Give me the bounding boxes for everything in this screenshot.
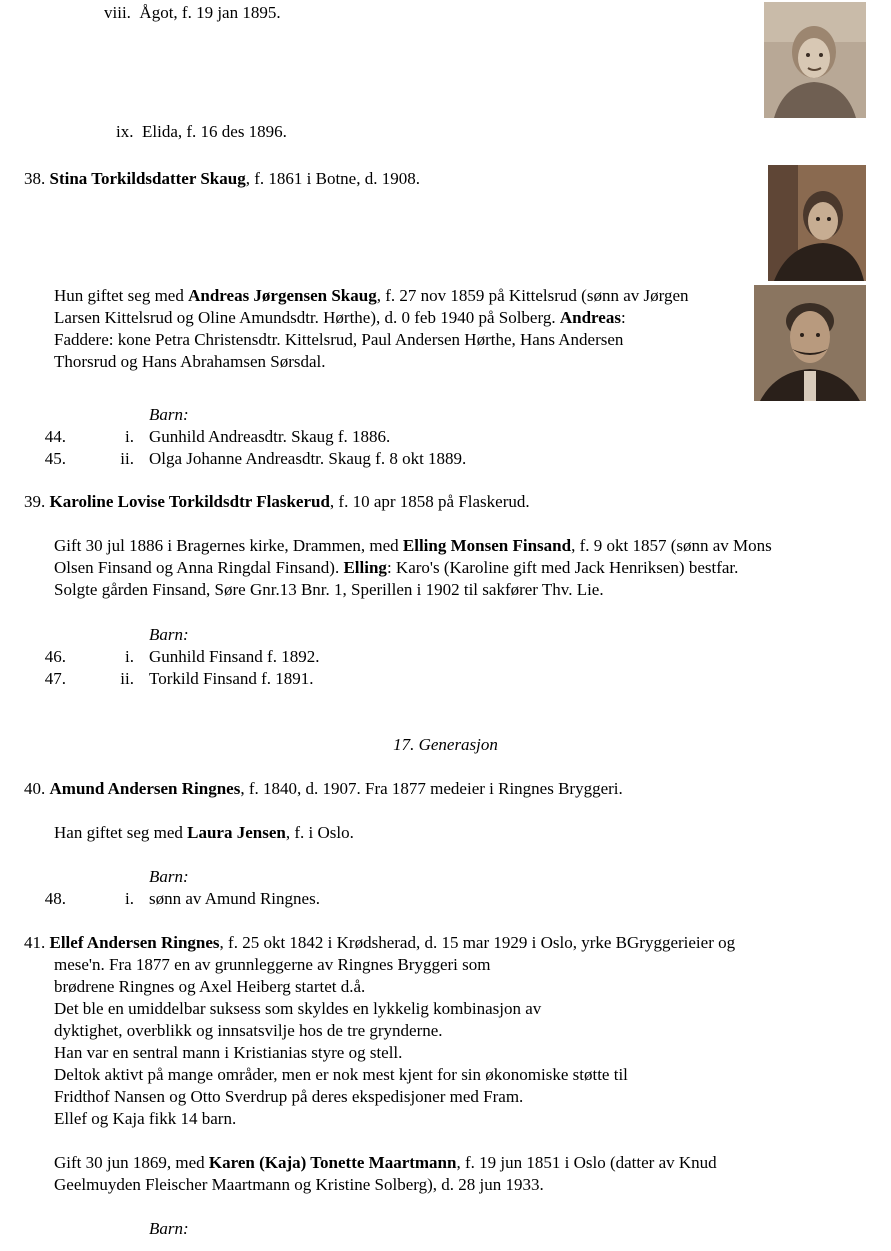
- person-name: Stina Torkildsdatter Skaug: [49, 169, 246, 188]
- spouse-name: Laura Jensen: [187, 823, 286, 842]
- entry-41-heading: [24, 932, 735, 954]
- entry-38-spouse-line-2: [54, 307, 626, 329]
- child-text: Olga Johanne Andreasdtr. Skaug f. 8 okt 1889.: [149, 449, 467, 468]
- text: , f. i Oslo.: [285, 823, 354, 842]
- entry-41-marriage-2: Geelmuyden Fleischer Maartmann og Kristine Solberg), d. 28 jun 1933.: [54, 1175, 544, 1194]
- child-text: sønn av Amund Ringnes.: [149, 889, 320, 908]
- roman-numeral: ix.: [116, 122, 134, 141]
- roman-numeral: viii.: [104, 3, 131, 22]
- child-text: Elida, f. 16 des 1896.: [141, 122, 287, 141]
- generation-text: 17. Generasjon: [393, 735, 498, 754]
- entry-41-line: Fridthof Nansen og Otto Sverdrup på deres ekspedisjoner med Fram.: [54, 1087, 524, 1106]
- text: , f. 19 jun 1851 i Oslo (datter av Knud: [456, 1153, 717, 1172]
- child-text: Gunhild Finsand f. 1892.: [149, 647, 320, 666]
- entry-number: 40.: [24, 779, 46, 798]
- barn-label: [149, 624, 189, 646]
- roman-numeral: i.: [125, 427, 134, 446]
- barn-text: Barn:: [149, 867, 189, 886]
- barn-label: [149, 404, 189, 426]
- text: Larsen Kittelsrud og Oline Amundsdtr. Hørthe), d. 0 feb 1940 på Solberg.: [54, 308, 560, 327]
- child-number: 45.: [44, 449, 66, 468]
- child-number: 47.: [44, 669, 66, 688]
- entry-38-heading: [24, 168, 420, 190]
- person-details: , f. 1840, d. 1907. Fra 1877 medeier i Ringnes Bryggeri.: [240, 779, 623, 798]
- entry-39-line-2: [54, 557, 738, 579]
- text: Gift 30 jun 1869, med: [54, 1153, 209, 1172]
- spouse-name: Andreas Jørgensen Skaug: [188, 286, 377, 305]
- entry-40-spouse: [54, 822, 354, 844]
- child-text: Torkild Finsand f. 1891.: [149, 669, 314, 688]
- barn-text: Barn:: [149, 405, 189, 424]
- text: : Karo's (Karoline gift med Jack Henriksen) bestfar.: [386, 558, 739, 577]
- text: :: [620, 308, 626, 327]
- person-name: Karoline Lovise Torkildsdtr Flaskerud: [49, 492, 330, 511]
- portrait-photo-agot: [764, 2, 866, 118]
- entry-41-line: Deltok aktivt på mange områder, men er nok mest kjent for sin økonomiske støtte til: [54, 1065, 628, 1084]
- roman-numeral: ii.: [120, 669, 134, 688]
- portrait-photo-andreas: [754, 285, 866, 401]
- entry-38-spouse-line-3: Faddere: kone Petra Christensdtr. Kittelsrud, Paul Andersen Hørthe, Hans Andersen: [54, 330, 624, 349]
- portrait-photo-stina: [768, 165, 866, 281]
- entry-number: 39.: [24, 492, 46, 511]
- spouse-name: Elling Monsen Finsand: [402, 536, 572, 555]
- entry-40-heading: [24, 778, 623, 800]
- child-number: 44.: [44, 427, 66, 446]
- text: Olsen Finsand og Anna Ringdal Finsand).: [54, 558, 344, 577]
- text: , f. 9 okt 1857 (sønn av Mons: [571, 536, 772, 555]
- barn-text: Barn:: [149, 1219, 189, 1238]
- spouse-name-ref: Elling: [343, 558, 387, 577]
- entry-41-line: Ellef og Kaja fikk 14 barn.: [54, 1109, 237, 1128]
- child-row-ix: [116, 121, 287, 143]
- entry-41-marriage-1: [54, 1152, 717, 1174]
- entry-41-line: dyktighet, overblikk og innsatsvilje hos de tre grynderne.: [54, 1021, 443, 1040]
- text: , f. 27 nov 1859 på Kittelsrud (sønn av Jørgen: [376, 286, 689, 305]
- child-text: Gunhild Andreasdtr. Skaug f. 1886.: [149, 427, 391, 446]
- barn-label: [149, 866, 189, 888]
- person-details: , f. 25 okt 1842 i Krødsherad, d. 15 mar 1929 i Oslo, yrke BGryggerieier og: [219, 933, 736, 952]
- text: Han giftet seg med: [54, 823, 188, 842]
- entry-41-line: mese'n. Fra 1877 en av grunnleggerne av Ringnes Bryggeri som: [54, 955, 491, 974]
- entry-41-line: Han var en sentral mann i Kristianias styre og stell.: [54, 1043, 403, 1062]
- barn-text: Barn:: [149, 625, 189, 644]
- entry-41-line: Det ble en umiddelbar suksess som skyldes en lykkelig kombinasjon av: [54, 999, 542, 1018]
- person-name: Ellef Andersen Ringnes: [49, 933, 220, 952]
- person-details: , f. 10 apr 1858 på Flaskerud.: [329, 492, 530, 511]
- entry-38-spouse-line-4: Thorsrud og Hans Abrahamsen Sørsdal.: [54, 352, 326, 371]
- entry-39-heading: [24, 491, 530, 513]
- spouse-name: Karen (Kaja) Tonette Maartmann: [208, 1153, 457, 1172]
- child-text: Ågot, f. 19 jan 1895.: [139, 3, 281, 22]
- barn-label: [149, 1218, 189, 1240]
- child-row-viii: [104, 2, 281, 24]
- roman-numeral: ii.: [120, 449, 134, 468]
- spouse-name-ref: Andreas: [559, 308, 621, 327]
- person-name: Amund Andersen Ringnes: [49, 779, 241, 798]
- entry-39-line-1: [54, 535, 772, 557]
- entry-number: 38.: [24, 169, 46, 188]
- text: Hun giftet seg med: [54, 286, 189, 305]
- entry-number: 41.: [24, 933, 46, 952]
- entry-41-line: brødrene Ringnes og Axel Heiberg startet d.å.: [54, 977, 366, 996]
- person-details: , f. 1861 i Botne, d. 1908.: [245, 169, 420, 188]
- generation-heading: [0, 734, 891, 756]
- entry-38-spouse-line-1: [54, 285, 689, 307]
- text: Gift 30 jul 1886 i Bragernes kirke, Drammen, med: [54, 536, 403, 555]
- roman-numeral: i.: [125, 889, 134, 908]
- entry-39-line-3: Solgte gården Finsand, Søre Gnr.13 Bnr. 1, Sperillen i 1902 til sakfører Thv. Lie.: [54, 580, 604, 599]
- roman-numeral: i.: [125, 647, 134, 666]
- child-number: 46.: [44, 647, 66, 666]
- child-number: 48.: [44, 889, 66, 908]
